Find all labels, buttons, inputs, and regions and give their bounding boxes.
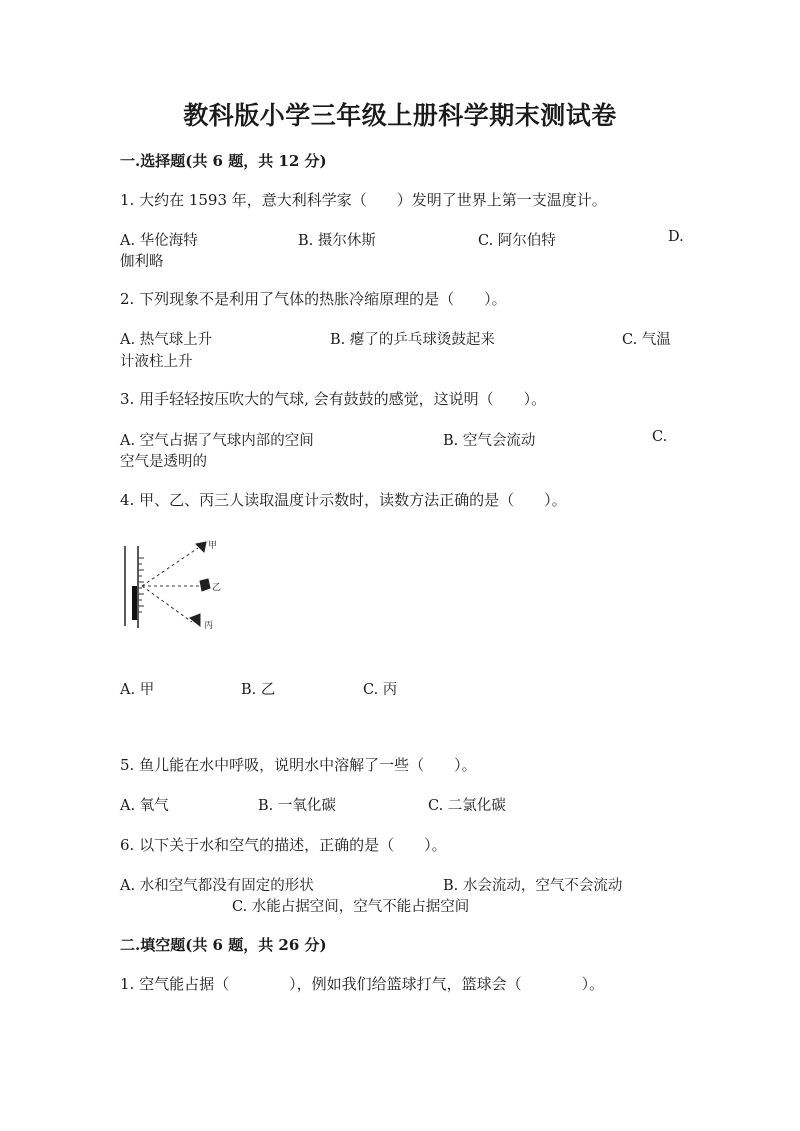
q5-option-a: A. 氧气 [120, 798, 169, 814]
q6-option-a: A. 水和空气都没有固定的形状 [120, 878, 314, 894]
figure-label-yi: 乙 [212, 583, 222, 593]
thermometer-diagram [118, 536, 238, 636]
fill-question-1: 1. 空气能占据（ ），例如我们给篮球打气，篮球会（ ）。 [120, 975, 605, 993]
question-1: 1. 大约在 1593 年，意大利科学家（ ）发明了世界上第一支温度计。 [120, 191, 607, 209]
q1-option-c: C. 阿尔伯特 [478, 233, 556, 249]
figure-label-jia: 甲 [208, 541, 218, 551]
q2-option-c-text: 计液柱上升 [120, 354, 193, 370]
q6-option-b: B. 水会流动，空气不会流动 [443, 878, 623, 894]
q2-option-b: B. 瘪了的乒乓球烫鼓起来 [330, 332, 495, 348]
q4-option-b: B. 乙 [241, 682, 276, 698]
question-6: 6. 以下关于水和空气的描述，正确的是（ ）。 [120, 836, 447, 854]
q4-option-a: A. 甲 [120, 682, 155, 698]
section-heading-fill-blank: 二.填空题(共 6 题，共 26 分) [120, 936, 327, 954]
q6-option-c: C. 水能占据空间，空气不能占据空间 [232, 899, 470, 915]
thermometer-reading-figure [118, 536, 238, 640]
q3-option-b: B. 空气会流动 [443, 433, 536, 449]
question-5: 5. 鱼儿能在水中呼吸，说明水中溶解了一些（ ）。 [120, 756, 477, 774]
question-3: 3. 用手轻轻按压吹大的气球, 会有鼓鼓的感觉，这说明（ ）。 [120, 390, 547, 408]
q1-option-a: A. 华伦海特 [120, 233, 198, 249]
page-title: 教科版小学三年级上册科学期末测试卷 [183, 101, 617, 130]
q3-option-c-text: 空气是透明的 [120, 454, 207, 470]
question-2: 2. 下列现象不是利用了气体的热胀冷缩原理的是（ ）。 [120, 290, 507, 308]
figure-label-bing: 丙 [204, 621, 214, 631]
q5-option-b: B. 一氧化碳 [258, 798, 336, 814]
q3-option-c: C. [652, 429, 668, 445]
question-4: 4. 甲、乙、丙三人读取温度计示数时，读数方法正确的是（ ）。 [120, 491, 567, 509]
q2-option-a: A. 热气球上升 [120, 332, 213, 348]
q2-option-c: C. 气温 [622, 332, 671, 348]
q5-option-c: C. 二氯化碳 [428, 798, 506, 814]
q1-option-b: B. 摄尔休斯 [298, 233, 376, 249]
section-heading-choice: 一.选择题(共 6 题，共 12 分) [120, 152, 327, 170]
q1-option-d-text: 伽利略 [120, 254, 164, 270]
q3-option-a: A. 空气占据了气球内部的空间 [120, 433, 314, 449]
q4-option-c: C. 丙 [363, 682, 398, 698]
q1-option-d: D. [668, 229, 684, 245]
